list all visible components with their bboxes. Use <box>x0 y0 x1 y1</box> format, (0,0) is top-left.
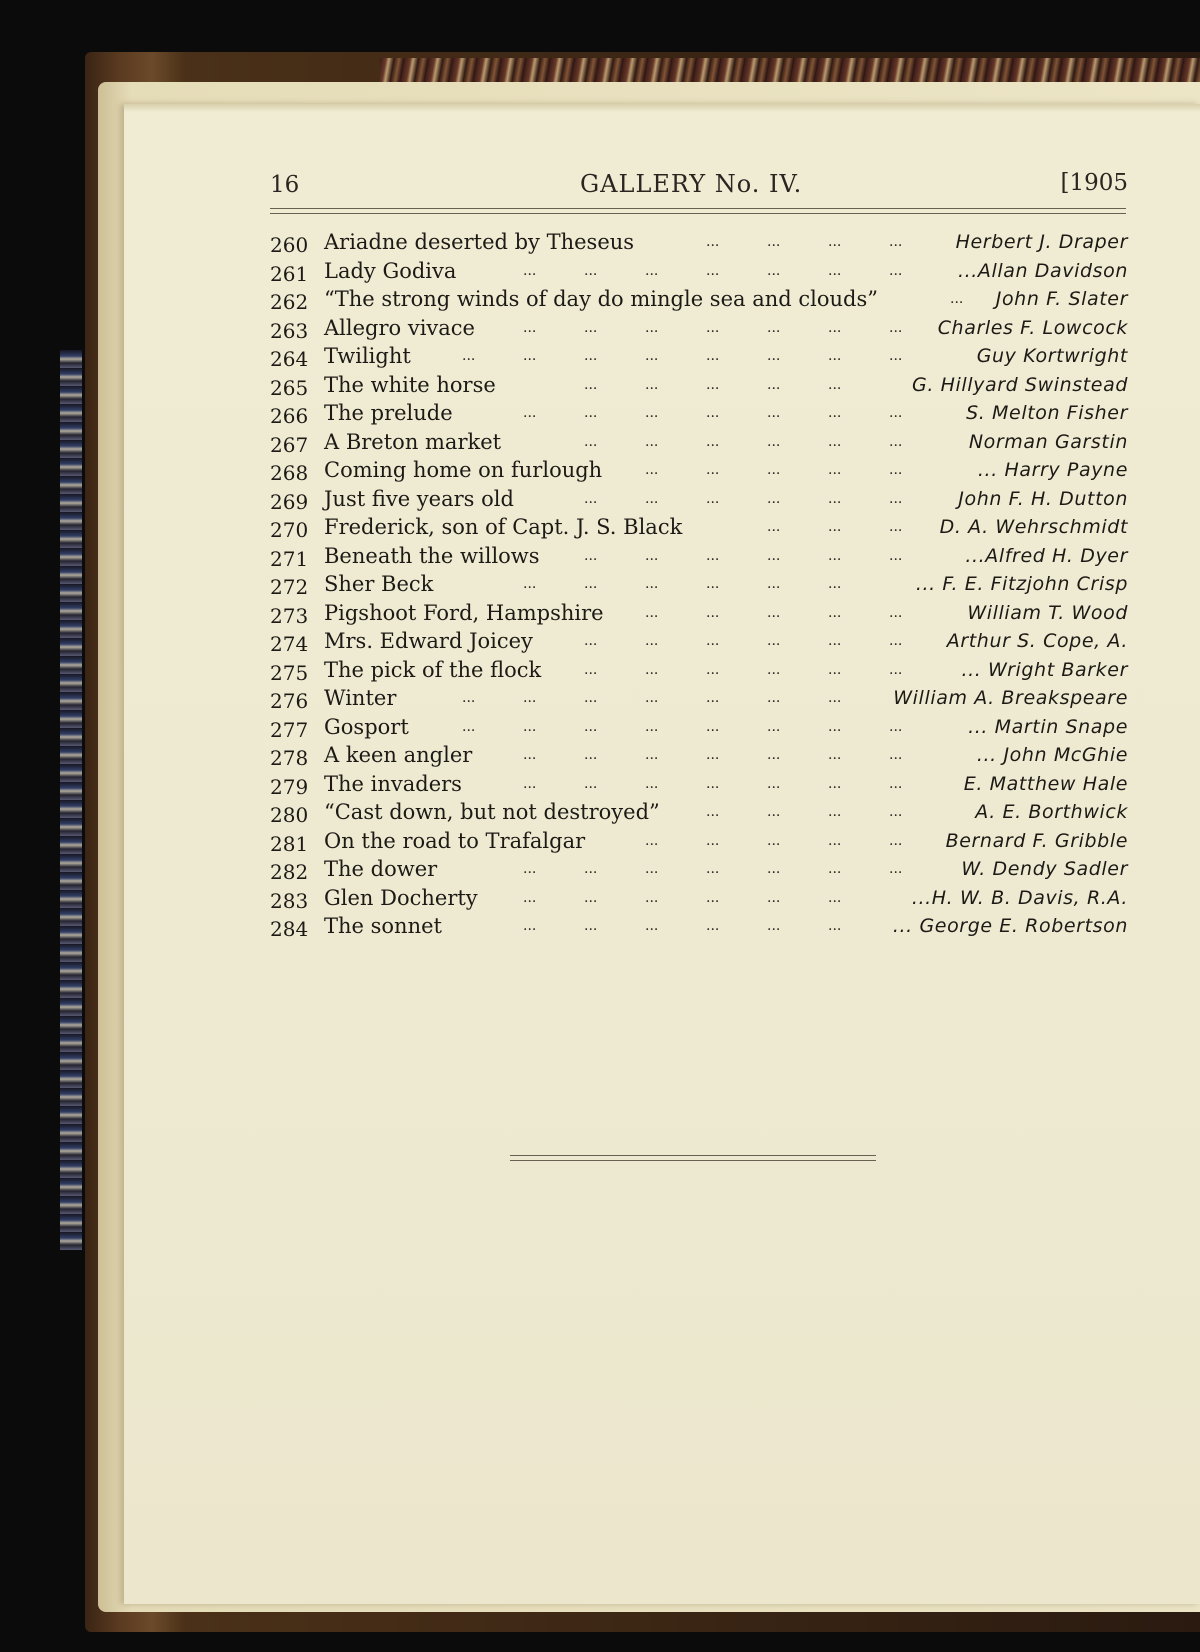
leader-dots: ... <box>767 747 781 763</box>
leader-dots: ... <box>706 348 720 364</box>
leader-dots: ... <box>706 918 720 934</box>
entry-title: The invaders <box>324 771 462 796</box>
catalogue-entry <box>270 912 1128 941</box>
leader-dots: ... <box>889 718 903 735</box>
leader-dots: ... <box>706 747 720 763</box>
entry-artist: Guy Kortwright <box>976 345 1128 367</box>
entry-artist: G. Hillyard Swinstead <box>912 373 1128 396</box>
leader-dots: ... <box>828 405 842 421</box>
entry-title: Ariadne deserted by Theseus <box>324 230 635 254</box>
year-label: [1905 <box>1060 170 1128 196</box>
entry-artist: ... F. E. Fitzjohn Crisp <box>915 573 1128 595</box>
leader-dots: ... <box>645 376 659 393</box>
leader-dots: ... <box>828 576 842 592</box>
leader-dots: ... <box>584 690 598 706</box>
entry-number: 278 <box>270 746 309 770</box>
leader-dots: ... <box>767 462 781 478</box>
catalogue-entry <box>270 542 1128 571</box>
leader-dots: ... <box>523 348 537 364</box>
entry-number: 262 <box>270 290 309 314</box>
entry-artist: John F. H. Dutton <box>958 487 1128 510</box>
leader-dots: ... <box>645 661 659 678</box>
entry-title: The white horse <box>324 372 496 397</box>
leader-dots: ... <box>828 690 842 706</box>
catalogue-entry <box>270 741 1128 770</box>
catalogue-entry <box>270 627 1128 656</box>
catalogue-entry <box>270 399 1128 428</box>
leader-dots: ... <box>767 519 781 535</box>
leader-dots: ... <box>584 348 598 364</box>
leader-dots: ... <box>828 747 842 763</box>
leader-dots: ... <box>645 918 659 934</box>
entry-number: 281 <box>270 831 309 856</box>
catalogue-entry <box>270 684 1128 713</box>
leader-dots: ... <box>828 348 842 364</box>
entry-artist: Herbert J. Draper <box>955 231 1128 253</box>
leader-dots: ... <box>706 661 720 678</box>
leader-dots: ... <box>828 262 842 279</box>
leader-dots: ... <box>889 234 903 250</box>
end-rule <box>510 1155 876 1161</box>
leader-dots: ... <box>767 262 781 279</box>
entry-artist: ... George E. Robertson <box>892 915 1128 937</box>
header-rule <box>270 208 1126 214</box>
entry-title: Pigshoot Ford, Hampshire <box>324 600 604 625</box>
entry-artist: E. Matthew Hale <box>963 772 1128 795</box>
leader-dots: ... <box>706 262 720 279</box>
leader-dots: ... <box>706 633 720 649</box>
leader-dots: ... <box>584 405 598 421</box>
leader-dots: ... <box>767 376 781 393</box>
catalogue-entry <box>270 827 1128 856</box>
spine-pattern <box>60 350 82 1250</box>
leader-dots: ... <box>706 405 720 421</box>
leader-dots: ... <box>706 718 720 735</box>
leader-dots: ... <box>523 690 537 706</box>
entry-title: Allegro vivace <box>324 315 475 340</box>
entry-title: A Breton market <box>324 429 502 454</box>
leader-dots: ... <box>889 319 903 336</box>
leader-dots: ... <box>767 547 781 564</box>
leader-dots: ... <box>706 690 720 706</box>
leader-dots: ... <box>645 405 659 421</box>
leader-dots: ... <box>645 747 659 763</box>
leader-dots: ... <box>767 889 781 906</box>
entry-artist: ... John McGhie <box>976 744 1128 766</box>
leader-dots: ... <box>584 376 598 393</box>
entry-number: 265 <box>270 375 309 400</box>
entry-number: 271 <box>270 546 309 571</box>
leader-dots: ... <box>645 433 659 450</box>
leader-dots: ... <box>523 775 537 792</box>
leader-dots: ... <box>828 633 842 649</box>
leader-dots: ... <box>584 889 598 906</box>
leader-dots: ... <box>706 804 720 820</box>
entry-title: Beneath the willows <box>324 543 540 568</box>
leader-dots: ... <box>767 690 781 706</box>
leader-dots: ... <box>889 462 903 478</box>
entry-title: Gosport <box>324 714 409 739</box>
leader-dots: ... <box>584 433 598 450</box>
entry-artist: William T. Wood <box>967 601 1128 624</box>
page-number: 16 <box>270 172 300 198</box>
leader-dots: ... <box>828 918 842 934</box>
leader-dots: ... <box>584 490 598 507</box>
leader-dots: ... <box>767 348 781 364</box>
entry-title: Twilight <box>324 344 411 368</box>
leader-dots: ... <box>889 547 903 564</box>
leader-dots: ... <box>584 861 598 877</box>
entry-artist: S. Melton Fisher <box>966 402 1128 424</box>
leader-dots: ... <box>645 348 659 364</box>
leader-dots: ... <box>645 462 659 478</box>
entry-artist: John F. Slater <box>995 288 1128 310</box>
entry-artist: A. E. Borthwick <box>975 801 1128 823</box>
leader-dots: ... <box>523 576 537 592</box>
leader-dots: ... <box>706 234 720 250</box>
leader-dots: ... <box>767 576 781 592</box>
leader-dots: ... <box>706 462 720 478</box>
entry-number: 283 <box>270 888 309 913</box>
leader-dots: ... <box>767 861 781 877</box>
entry-number: 279 <box>270 774 309 799</box>
leader-dots: ... <box>767 405 781 421</box>
entry-number: 269 <box>270 489 309 514</box>
leader-dots: ... <box>889 832 903 849</box>
leader-dots: ... <box>706 376 720 393</box>
entry-number: 267 <box>270 432 309 457</box>
leader-dots: ... <box>828 889 842 906</box>
leader-dots: ... <box>767 604 781 621</box>
leader-dots: ... <box>889 661 903 678</box>
leader-dots: ... <box>828 804 842 820</box>
leader-dots: ... <box>767 490 781 507</box>
leader-dots: ... <box>706 490 720 507</box>
catalogue-entry <box>270 428 1128 457</box>
entry-title: “The strong winds of day do mingle sea and clouds” <box>324 287 878 311</box>
entry-title: The sonnet <box>324 914 442 938</box>
leader-dots: ... <box>584 918 598 934</box>
leader-dots: ... <box>645 861 659 877</box>
leader-dots: ... <box>889 804 903 820</box>
leader-dots: ... <box>706 861 720 877</box>
leader-dots: ... <box>523 861 537 877</box>
leader-dots: ... <box>584 319 598 336</box>
leader-dots: ... <box>828 376 842 393</box>
leader-dots: ... <box>767 633 781 649</box>
leader-dots: ... <box>645 775 659 792</box>
entry-artist: ... Martin Snape <box>968 715 1128 738</box>
leader-dots: ... <box>889 262 903 279</box>
catalogue-entry <box>270 314 1128 343</box>
leader-dots: ... <box>523 405 537 421</box>
entry-number: 277 <box>270 717 309 742</box>
catalogue-entry <box>270 713 1128 742</box>
leader-dots: ... <box>706 547 720 564</box>
leader-dots: ... <box>645 576 659 592</box>
catalogue-entry <box>270 456 1128 485</box>
catalogue-entry <box>270 285 1128 314</box>
leader-dots: ... <box>767 918 781 934</box>
entry-title: “Cast down, but not destroyed” <box>324 800 660 824</box>
leader-dots: ... <box>828 547 842 564</box>
leader-dots: ... <box>889 604 903 621</box>
leader-dots: ... <box>767 319 781 336</box>
leader-dots: ... <box>645 718 659 735</box>
leader-dots: ... <box>645 547 659 564</box>
leader-dots: ... <box>523 747 537 763</box>
leader-dots: ... <box>767 433 781 450</box>
entry-title: Glen Docherty <box>324 885 478 910</box>
catalogue-entry <box>270 228 1128 257</box>
leader-dots: ... <box>828 433 842 450</box>
entry-title: A keen angler <box>324 743 473 767</box>
leader-dots: ... <box>767 804 781 820</box>
leader-dots: ... <box>584 262 598 279</box>
page-header <box>270 170 1128 202</box>
entry-artist: Charles F. Lowcock <box>937 316 1128 339</box>
entry-artist: ...Alfred H. Dyer <box>965 544 1128 567</box>
leader-dots: ... <box>462 690 476 706</box>
entry-number: 273 <box>270 603 309 628</box>
leader-dots: ... <box>645 889 659 906</box>
entry-title: On the road to Trafalgar <box>324 828 586 853</box>
leader-dots: ... <box>889 405 903 421</box>
leader-dots: ... <box>767 832 781 849</box>
entry-artist: Norman Garstin <box>968 430 1128 453</box>
gallery-title: GALLERY No. IV. <box>580 170 803 198</box>
entry-number: 284 <box>270 917 309 941</box>
entry-artist: ... Harry Payne <box>977 459 1128 481</box>
leader-dots: ... <box>828 604 842 621</box>
entry-title: Mrs. Edward Joicey <box>324 629 533 653</box>
entry-number: 274 <box>270 632 309 656</box>
entry-title: Lady Godiva <box>324 258 457 283</box>
leader-dots: ... <box>523 718 537 735</box>
leader-dots: ... <box>828 661 842 678</box>
catalogue-entry <box>270 485 1128 514</box>
entry-number: 261 <box>270 261 309 286</box>
entry-number: 275 <box>270 660 309 685</box>
entry-number: 264 <box>270 347 309 371</box>
leader-dots: ... <box>828 718 842 735</box>
leader-dots: ... <box>584 775 598 792</box>
entry-number: 268 <box>270 461 309 485</box>
leader-dots: ... <box>889 775 903 792</box>
leader-dots: ... <box>889 348 903 364</box>
leader-dots: ... <box>523 889 537 906</box>
entry-title: The dower <box>324 857 438 881</box>
leader-dots: ... <box>767 718 781 735</box>
leader-dots: ... <box>584 633 598 649</box>
leader-dots: ... <box>645 319 659 336</box>
leader-dots: ... <box>645 832 659 849</box>
entry-artist: ... Wright Barker <box>961 658 1128 681</box>
catalogue-entry-list <box>270 228 1128 941</box>
entry-artist: D. A. Wehrschmidt <box>939 516 1128 538</box>
leader-dots: ... <box>706 604 720 621</box>
leader-dots: ... <box>645 262 659 279</box>
entry-title: Coming home on furlough <box>324 458 603 482</box>
leader-dots: ... <box>767 234 781 250</box>
catalogue-entry <box>270 570 1128 599</box>
entry-title: The prelude <box>324 401 453 425</box>
catalogue-entry <box>270 513 1128 542</box>
leader-dots: ... <box>828 490 842 507</box>
leader-dots: ... <box>828 234 842 250</box>
entry-title: Just five years old <box>324 486 514 511</box>
leader-dots: ... <box>889 747 903 763</box>
entry-artist: ...Allan Davidson <box>957 259 1128 282</box>
entry-artist: William A. Breakspeare <box>893 687 1128 709</box>
leader-dots: ... <box>828 319 842 336</box>
entry-number: 282 <box>270 860 309 884</box>
catalogue-entry <box>270 798 1128 827</box>
entry-number: 276 <box>270 689 309 713</box>
leader-dots: ... <box>645 490 659 507</box>
entry-artist: W. Dendy Sadler <box>961 858 1128 880</box>
entry-title: The pick of the flock <box>324 657 542 682</box>
entry-number: 263 <box>270 318 309 343</box>
leader-dots: ... <box>645 633 659 649</box>
leader-dots: ... <box>950 291 964 307</box>
leader-dots: ... <box>706 832 720 849</box>
leader-dots: ... <box>767 661 781 678</box>
entry-number: 260 <box>270 233 309 257</box>
leader-dots: ... <box>706 433 720 450</box>
leader-dots: ... <box>584 547 598 564</box>
leader-dots: ... <box>462 348 476 364</box>
catalogue-entry <box>270 599 1128 628</box>
leader-dots: ... <box>523 262 537 279</box>
leader-dots: ... <box>889 861 903 877</box>
leader-dots: ... <box>645 690 659 706</box>
leader-dots: ... <box>706 319 720 336</box>
catalogue-entry <box>270 855 1128 884</box>
leader-dots: ... <box>828 832 842 849</box>
leader-dots: ... <box>584 661 598 678</box>
leader-dots: ... <box>889 519 903 535</box>
leader-dots: ... <box>584 576 598 592</box>
leader-dots: ... <box>828 861 842 877</box>
leader-dots: ... <box>828 519 842 535</box>
leader-dots: ... <box>706 775 720 792</box>
leader-dots: ... <box>584 747 598 763</box>
leader-dots: ... <box>889 633 903 649</box>
leader-dots: ... <box>523 319 537 336</box>
entry-artist: ...H. W. B. Davis, R.A. <box>911 886 1128 909</box>
leader-dots: ... <box>462 718 476 735</box>
leader-dots: ... <box>645 604 659 621</box>
catalogue-entry <box>270 371 1128 400</box>
entry-artist: Bernard F. Gribble <box>945 829 1128 852</box>
entry-artist: Arthur S. Cope, A. <box>946 630 1128 652</box>
catalogue-entry <box>270 656 1128 685</box>
entry-number: 272 <box>270 575 309 599</box>
entry-number: 270 <box>270 518 309 542</box>
leader-dots: ... <box>828 775 842 792</box>
leader-dots: ... <box>584 718 598 735</box>
entry-number: 280 <box>270 803 309 827</box>
leader-dots: ... <box>889 433 903 450</box>
entry-number: 266 <box>270 404 309 428</box>
leader-dots: ... <box>706 889 720 906</box>
entry-title: Sher Beck <box>324 572 434 596</box>
entry-title: Frederick, son of Capt. J. S. Black <box>324 515 683 539</box>
catalogue-entry <box>270 884 1128 913</box>
catalogue-entry <box>270 342 1128 371</box>
entry-title: Winter <box>324 686 397 710</box>
leader-dots: ... <box>523 918 537 934</box>
leader-dots: ... <box>889 490 903 507</box>
leader-dots: ... <box>828 462 842 478</box>
leader-dots: ... <box>706 576 720 592</box>
catalogue-entry <box>270 770 1128 799</box>
leader-dots: ... <box>767 775 781 792</box>
catalogue-entry <box>270 257 1128 286</box>
